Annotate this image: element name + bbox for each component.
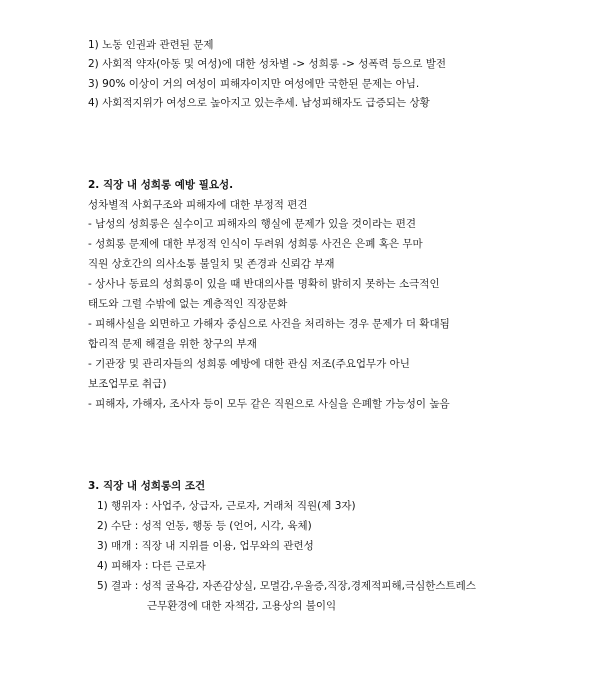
s3-item-4: 4) 피해자 : 다른 근로자 (97, 560, 206, 572)
s2-line-11: - 피해자, 가해자, 조사자 등이 모두 같은 직원으로 사실을 은폐할 가능성이 높음 (88, 398, 450, 410)
s2-line-6: 태도와 그럴 수밖에 없는 계층적인 직장문화 (88, 298, 288, 310)
s2-line-9: - 기관장 및 관리자들의 성희롱 예방에 대한 관심 저조(주요업무가 아닌 (88, 358, 410, 370)
s3-item-3: 3) 매개 : 직장 내 지위를 이용, 업무와의 관련성 (97, 540, 314, 552)
s2-line-2: - 남성의 성희롱은 실수이고 피해자의 행실에 문제가 있을 것이라는 편견 (88, 218, 416, 230)
s3-item-2: 2) 수단 : 성적 언동, 행동 등 (언어, 시각, 육체) (97, 520, 312, 532)
s1-item-3: 3) 90% 이상이 거의 여성이 피해자이지만 여성에만 국한된 문제는 아님. (88, 78, 420, 90)
s2-line-4: 직원 상호간의 의사소통 불일치 및 존경과 신뢰감 부재 (88, 258, 335, 270)
s2-line-7: - 피해사실을 외면하고 가해자 중심으로 사건을 처리하는 경우 문제가 더 확대됨 (88, 318, 450, 330)
s3-item-5: 5) 결과 : 성적 굴욕감, 자존감상실, 모멸감,우울증,직장,경제적피해,극심한스트레스 (97, 580, 476, 592)
s1-item-2: 2) 사회적 약자(아동 및 여성)에 대한 성차별 -> 성희롱 -> 성폭력 등으로 발전 (88, 58, 447, 70)
s3-item-1: 1) 행위자 : 사업주, 상급자, 근로자, 거래처 직원(제 3자) (97, 500, 356, 512)
s2-line-8: 합리적 문제 해결을 위한 창구의 부재 (88, 338, 257, 350)
s3-item-5-continuation: 근무환경에 대한 자책감, 고용상의 불이익 (147, 600, 337, 612)
section-2-heading: 2. 직장 내 성희롱 예방 필요성. (88, 179, 234, 191)
s2-line-10: 보조업무로 취급) (88, 378, 167, 390)
s1-item-4: 4) 사회적지위가 여성으로 높아지고 있는추세. 남성피해자도 급증되는 상황 (88, 97, 430, 109)
s2-line-1: 성차별적 사회구조와 피해자에 대한 부정적 편견 (88, 199, 308, 211)
s2-line-3: - 성희롱 문제에 대한 부정적 인식이 두려워 성희롱 사건은 은폐 혹은 무마 (88, 238, 423, 250)
s1-item-1: 1) 노동 인권과 관련된 문제 (88, 39, 214, 51)
section-3-heading: 3. 직장 내 성희롱의 조건 (88, 480, 206, 492)
s2-line-5: - 상사나 동료의 성희롱이 있을 때 반대의사를 명확히 밝히지 못하는 소극적인 (88, 278, 440, 290)
